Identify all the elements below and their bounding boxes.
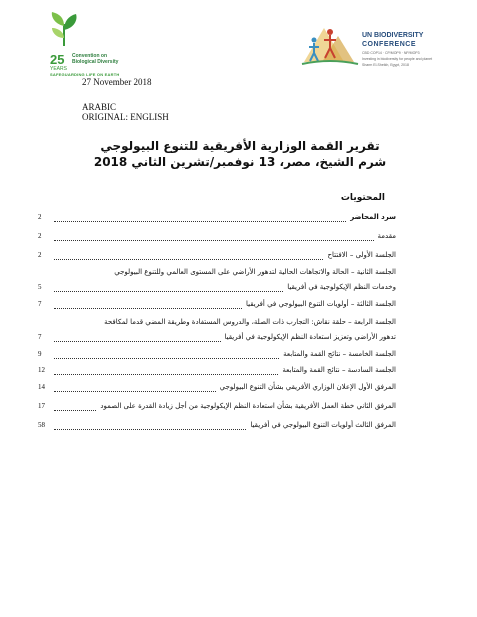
toc-page-number: 7 — [38, 300, 42, 308]
toc-leader-dots — [54, 391, 216, 392]
toc-leader-dots — [54, 410, 96, 411]
toc-leader-dots — [54, 374, 278, 375]
toc-entry[interactable] — [38, 300, 396, 312]
toc-page-number: 2 — [38, 232, 42, 240]
toc-entry-label: الجلسة الخامسة – نتائج القمة والمتابعة — [283, 350, 396, 358]
report-subtitle: شرم الشيخ، مصر، 13 نوفمبر/تشرين الثاني 2018 — [93, 155, 387, 169]
toc-entry-label: تدهور الأراضي وتعزيز استعادة النظم الإيكولوجية في أفريقيا — [224, 333, 396, 341]
toc-page-number: 12 — [38, 366, 45, 374]
logo-number: 25 — [50, 52, 65, 67]
toc-entry[interactable] — [38, 232, 396, 244]
toc-entry-label: مقدمة — [377, 232, 396, 240]
toc-entry[interactable] — [38, 283, 396, 295]
toc-entry-label: الجلسة الثالثة – أولويات التنوع البيولوجي في أفريقيا — [245, 300, 396, 308]
logo-conference: CONFERENCE — [362, 41, 417, 48]
toc-entry[interactable] — [38, 421, 396, 433]
toc-entry[interactable] — [38, 213, 396, 225]
toc-page-number: 9 — [38, 350, 42, 358]
toc-entry[interactable] — [38, 350, 396, 362]
toc-entry[interactable] — [38, 268, 396, 280]
logo-line1: Convention on — [72, 53, 107, 59]
logo-line2: Biological Diversity — [72, 59, 119, 65]
toc-heading: المحتويات — [340, 193, 385, 203]
cbd-25-years-logo — [38, 12, 130, 77]
toc-leader-dots — [54, 291, 283, 292]
pyramid-figures-icon — [300, 18, 360, 66]
logo-years: YEARS — [50, 66, 67, 72]
toc-entry[interactable] — [38, 251, 396, 263]
toc-entry[interactable] — [38, 333, 396, 345]
toc-leader-dots — [54, 259, 323, 260]
logo-location: Sharm El-Sheikh, Egypt, 2018 — [362, 63, 409, 67]
toc-entry-label: المرفق الثاني خطة العمل الأفريقية بشأن استعادة النظم الإيكولوجية من أجل زيادة القدرة على الصمود — [100, 402, 396, 410]
document-date: 27 November 2018 — [82, 77, 152, 87]
toc-page-number: 17 — [38, 402, 45, 410]
toc-entry-label: الجلسة السادسة – نتائج القمة والمتابعة — [282, 366, 396, 374]
toc-entry-label: الجلسة الأولى – الافتتاح — [327, 251, 396, 259]
report-title: تقرير القمة الوزارية الأفريقية للتنوع البيولوجي — [100, 139, 380, 153]
logo-un-biodiversity: UN BIODIVERSITY — [362, 32, 424, 39]
toc-leader-dots — [54, 341, 221, 342]
toc-leader-dots — [54, 240, 374, 241]
toc-entry-label: سرد المحاضر — [350, 213, 396, 221]
document-language: ARABIC — [82, 102, 117, 112]
toc-page-number: 2 — [38, 251, 42, 259]
toc-entry-label: الجلسة الثانية – الحالة والاتجاهات الحالية لتدهور الأراضي على المستوى العالمي وللتنوع البيولوجي — [114, 268, 396, 276]
toc-leader-dots — [54, 221, 346, 222]
toc-page-number: 58 — [38, 421, 45, 429]
toc-page-number: 7 — [38, 333, 42, 341]
toc-entry-label: المرفق الأول الإعلان الوزاري الأفريقي بشأن التنوع البيولوجي — [219, 383, 396, 391]
toc-page-number: 5 — [38, 283, 42, 291]
toc-entry[interactable] — [38, 402, 396, 414]
logo-cop-line: CBD COP14 · CP/MOP9 · NP/MOP3 — [362, 51, 420, 55]
toc-leader-dots — [54, 429, 246, 430]
leaf-icon — [48, 12, 80, 46]
toc-entry-label: وخدمات النظم الإيكولوجية في أفريقيا — [287, 283, 396, 291]
toc-entry-label: المرفق الثالث أولويات التنوع البيولوجي في أفريقيا — [250, 421, 396, 429]
logo-slogan: SAFEGUARDING LIFE ON EARTH — [50, 72, 120, 77]
toc-entry[interactable] — [38, 318, 396, 330]
toc-page-number: 2 — [38, 213, 42, 221]
toc-leader-dots — [54, 308, 242, 309]
toc-leader-dots — [54, 358, 279, 359]
document-original-language: ORIGINAL: ENGLISH — [82, 112, 169, 122]
un-biodiversity-conference-logo — [300, 16, 450, 70]
toc-page-number: 14 — [38, 383, 45, 391]
logo-tagline: Investing in biodiversity for people and planet — [362, 57, 433, 61]
toc-entry-label: الجلسة الرابعة – حلقة نقاش: التجارب ذات الصلة، والدروس المستفادة وطريقة المضي قدما لمكافحة — [104, 318, 396, 326]
toc-entry[interactable] — [38, 383, 396, 395]
toc-entry[interactable] — [38, 366, 396, 378]
logo-convention-name — [72, 53, 132, 65]
